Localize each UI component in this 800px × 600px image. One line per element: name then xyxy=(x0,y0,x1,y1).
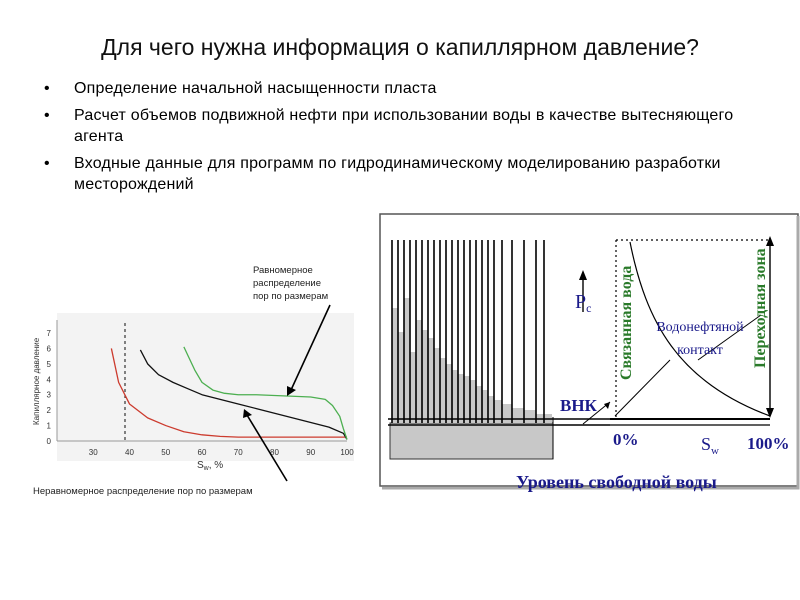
zero-percent-label: 0% xyxy=(613,430,639,449)
bullet-item: • Расчет объемов подвижной нефти при использовании воды в качестве вытесняющего агента xyxy=(40,105,760,147)
annotation-nonuniform: Неравномерное распределение пор по размерам xyxy=(33,486,253,497)
x-tick-label: 40 xyxy=(125,448,134,457)
y-tick-label: 3 xyxy=(46,390,51,400)
slide-title: Для чего нужна информация о капиллярном давление? xyxy=(101,34,699,60)
water-column xyxy=(390,423,553,459)
capillary-transition-diagram xyxy=(378,212,800,502)
plot-background xyxy=(57,313,354,461)
y-tick-label: 1 xyxy=(46,421,51,431)
hundred-percent-label: 100% xyxy=(747,434,790,453)
owc-label-line-2: контакт xyxy=(677,343,723,358)
bullet-list xyxy=(40,78,760,201)
annotation-uniform-line-2: распределение xyxy=(253,278,321,289)
y-tick-label: 4 xyxy=(46,375,51,385)
vnk-label: ВНК xyxy=(560,396,597,415)
y-tick-label: 6 xyxy=(46,344,51,354)
y-axis-label: Капиллярное давление xyxy=(32,337,41,425)
x-axis-label: $S_w$, % xyxy=(197,460,224,472)
annotation-uniform-line-3: пор по размерам xyxy=(253,291,329,302)
y-tick-label: 2 xyxy=(46,406,51,416)
x-tick-label: 50 xyxy=(161,448,171,457)
bullet-item: • Определение начальной насыщенности пласта xyxy=(40,78,760,99)
owc-label-line-1: Водонефтяной xyxy=(656,320,744,335)
capillary-pressure-chart xyxy=(25,255,355,500)
transition-zone-label: Переходная зона xyxy=(752,248,769,368)
y-tick-labels xyxy=(47,329,52,446)
annotation-uniform-line-1: Равномерное xyxy=(253,265,313,276)
pc-label: $P_c$ xyxy=(575,291,592,315)
x-tick-label: 70 xyxy=(233,448,243,457)
x-tick-label: 60 xyxy=(197,448,207,457)
y-tick-label: 7 xyxy=(46,329,51,338)
x-tick-label: 30 xyxy=(88,448,98,457)
x-tick-label: 90 xyxy=(306,448,316,457)
x-tick-label: 100 xyxy=(340,448,354,457)
bullet-item: • Входные данные для программ по гидродинамическому моделированию разработки месторождений xyxy=(40,153,760,195)
x-tick-label: 80 xyxy=(270,448,279,457)
y-tick-label: 0 xyxy=(46,437,51,446)
free-water-level-label: Уровень свободной воды xyxy=(516,472,717,492)
sw-label: $S_w$ xyxy=(701,434,719,457)
bound-water-label: Связанная вода xyxy=(618,265,635,380)
y-tick-label: 5 xyxy=(46,359,51,369)
